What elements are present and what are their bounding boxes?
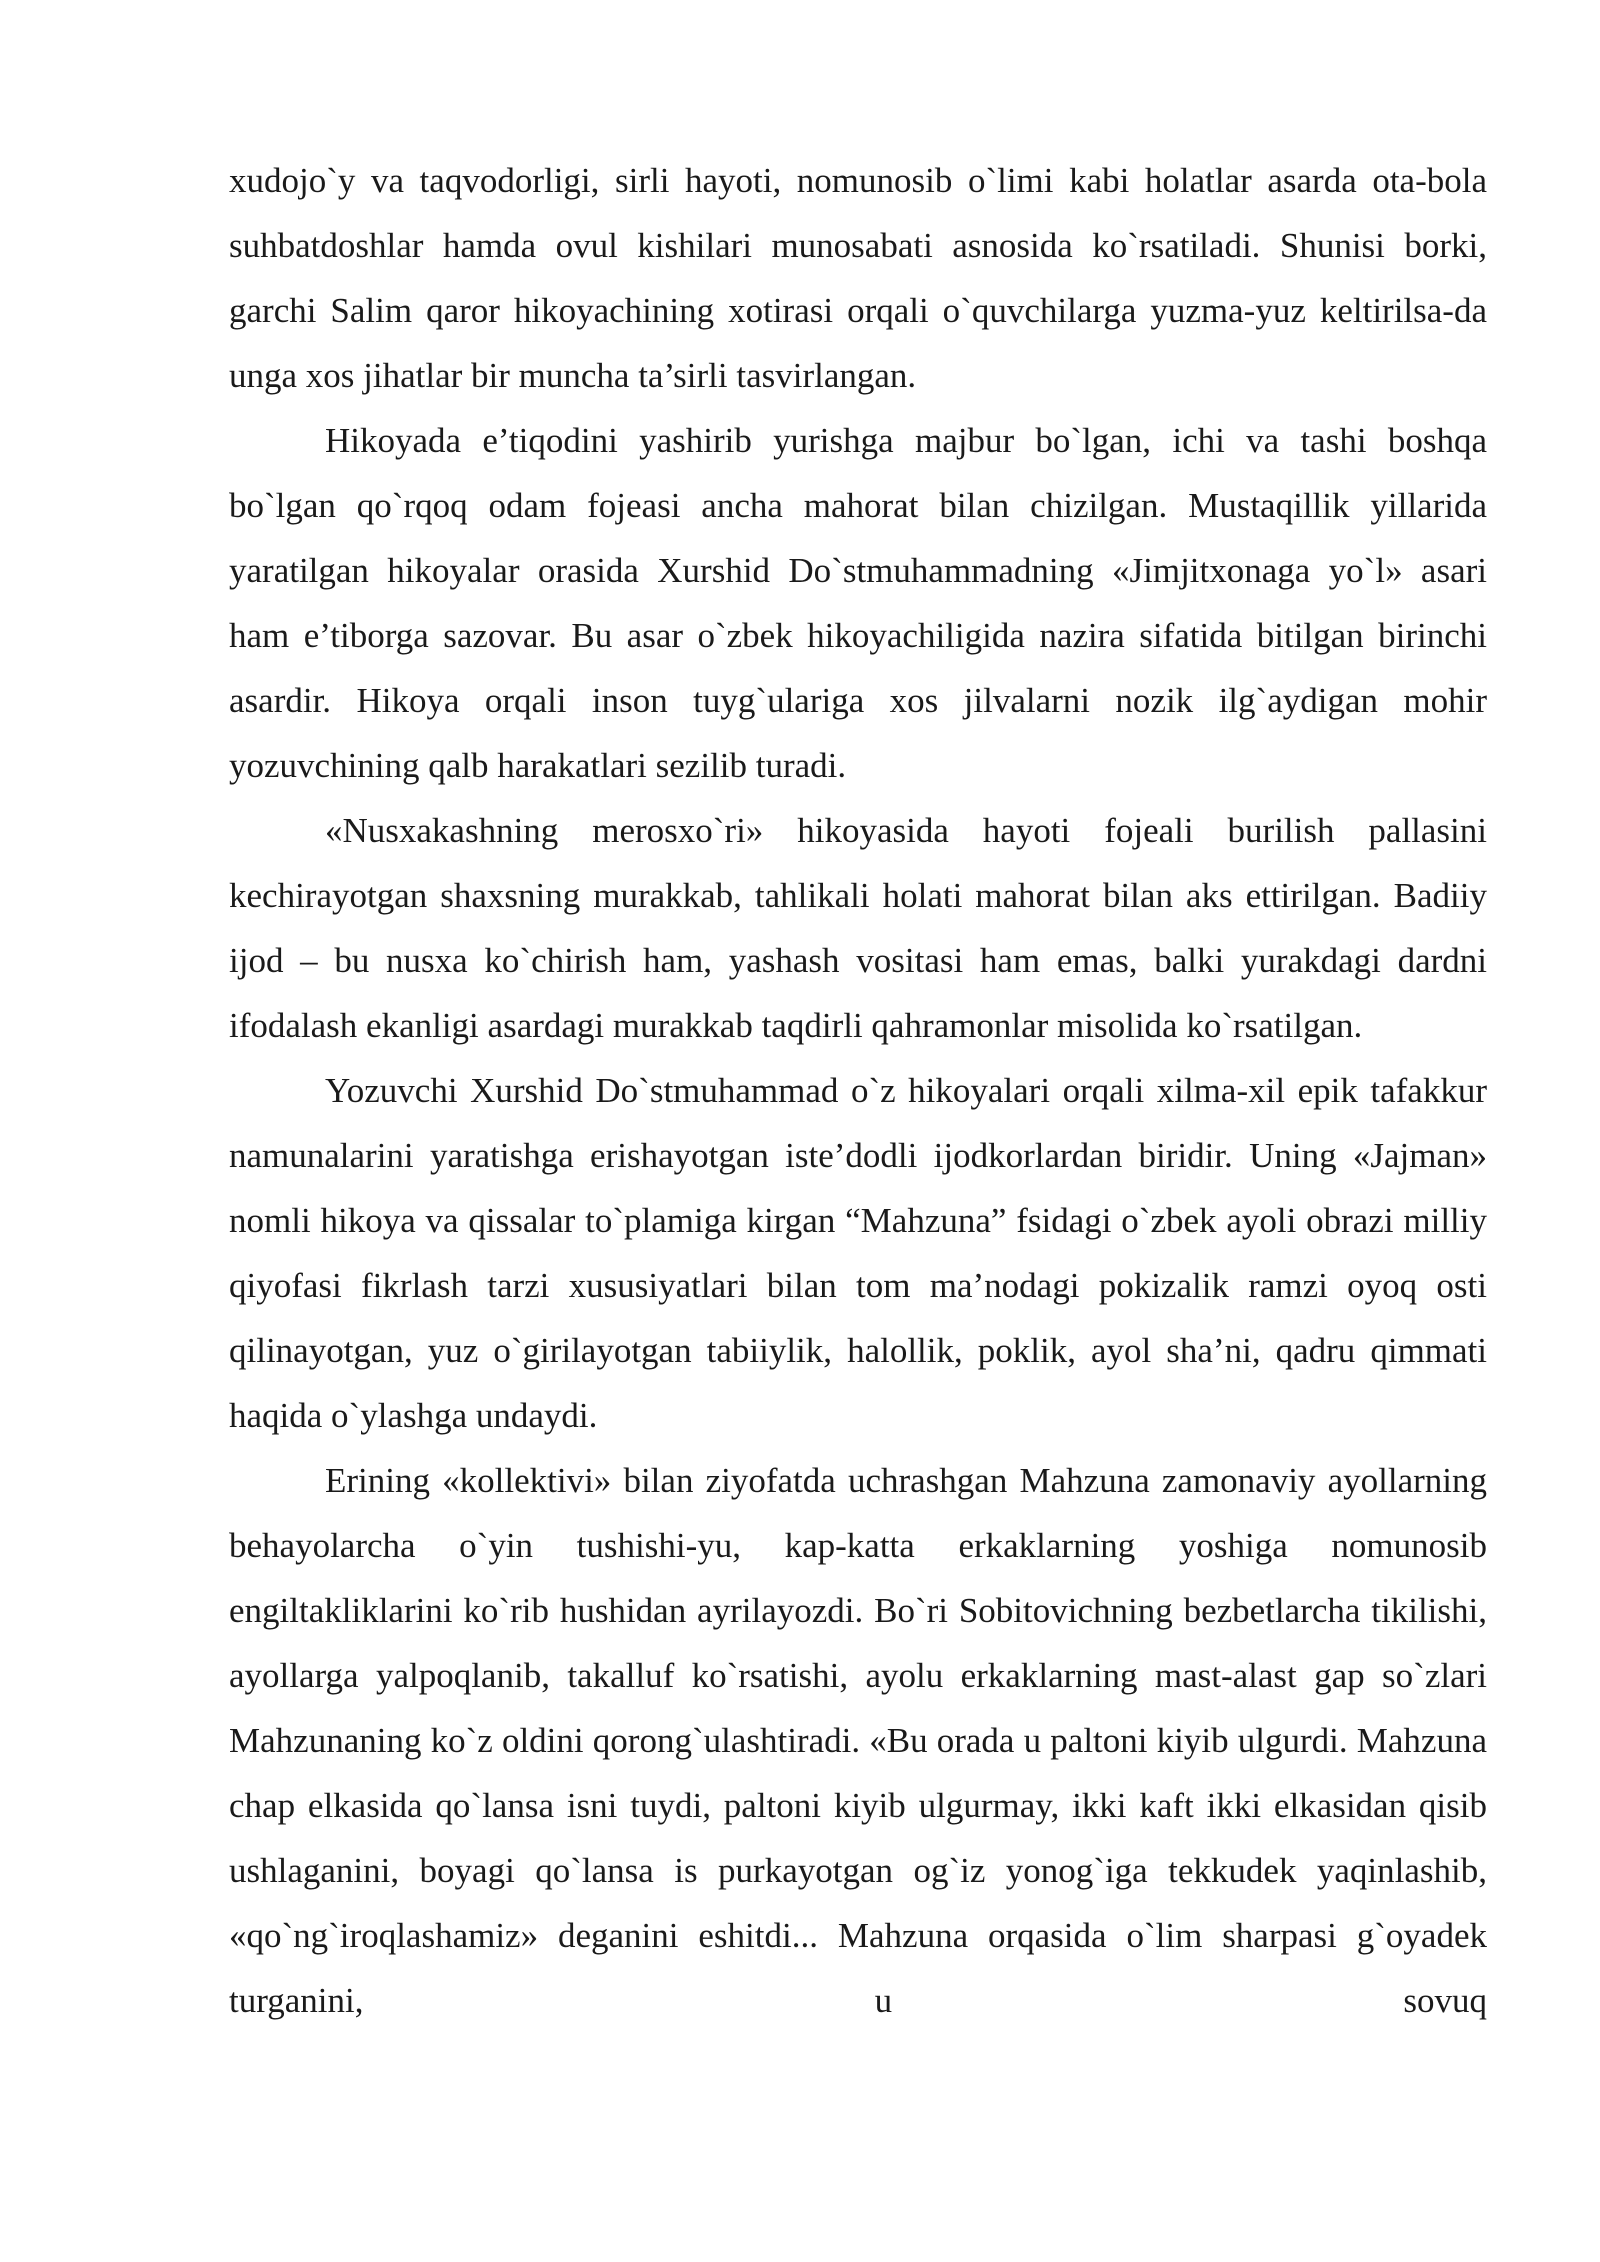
paragraph-1: xudojo`y va taqvodorligi, sirli hayoti, nomunosib o`limi kabi holatlar asarda ota-bola suhbatdoshlar hamda ovul kishilari munosabati asnosida ko`rsatiladi. Shunisi borki, garchi Salim qaror hikoyachining xotirasi orqali o`quvchilarga yuzma-yuz keltirilsa-da unga xos jihatlar bir muncha ta’sirli tasvirlangan. [229, 161, 1487, 395]
paragraph-4: Yozuvchi Xurshid Do`stmuhammad o`z hikoyalari orqali xilma-xil epik tafakkur namunalarini yaratishga erishayotgan iste’dodli ijodkorlardan biridir. Uning «Jajman» nomli hikoya va qissalar to`plamiga kirgan “Mahzuna” fsidagi o`zbek ayoli obrazi milliy qiyofasi fikrlash tarzi xususiyatlari bilan tom ma’nodagi pokizalik ramzi oyoq osti qilinayotgan, yuz o`girilayotgan tabiiylik, halollik, poklik, ayol sha’ni, qadru qimmati haqida o`ylashga undaydi. [229, 1071, 1487, 1435]
paragraph-3: «Nusxakashning merosxo`ri» hikoyasida hayoti fojeali burilish pallasini kechirayotgan shaxsning murakkab, tahlikali holati mahorat bilan aks ettirilgan. Badiiy ijod – bu nusxa ko`chirish ham, yashash vositasi ham emas, balki yurakdagi dardni ifodalash ekanligi asardagi murakkab taqdirli qahramonlar misolida ko`rsatilgan. [229, 811, 1487, 1045]
document-text-body [229, 148, 1487, 2033]
paragraph-5: Erining «kollektivi» bilan ziyofatda uchrashgan Mahzuna zamonaviy ayollarning behayolarcha o`yin tushishi-yu, kap-katta erkaklarning yoshiga nomunosib engiltakliklarini ko`rib hushidan ayrilayozdi. Bo`ri Sobitovichning bezbetlarcha tikilishi, ayollarga yalpoqlanib, takalluf ko`rsatishi, ayolu erkaklarning mast-alast gap so`zlari Mahzunaning ko`z oldini qorong`ulashtiradi. «Bu orada u paltoni kiyib ulgurdi. Mahzuna chap elkasida qo`lansa isni tuydi, paltoni kiyib ulgurmay, ikki kaft ikki elkasidan qisib ushlaganini, boyagi qo`lansa is purkayotgan og`iz yonog`iga tekkudek yaqinlashib, «qo`ng`iroqlashamiz» deganini eshitdi... Mahzuna orqasida o`lim sharpasi g`oyadek turganini, u sovuq [229, 1461, 1487, 2020]
paragraph-2: Hikoyada e’tiqodini yashirib yurishga majbur bo`lgan, ichi va tashi boshqa bo`lgan qo`rqoq odam fojeasi ancha mahorat bilan chizilgan. Mustaqillik yillarida yaratilgan hikoyalar orasida Xurshid Do`stmuhammadning «Jimjitxonaga yo`l» asari ham e’tiborga sazovar. Bu asar o`zbek hikoyachiligida nazira sifatida bitilgan birinchi asardir. Hikoya orqali inson tuyg`ulariga xos jilvalarni nozik ilg`aydigan mohir yozuvchining qalb harakatlari sezilib turadi. [229, 421, 1487, 785]
